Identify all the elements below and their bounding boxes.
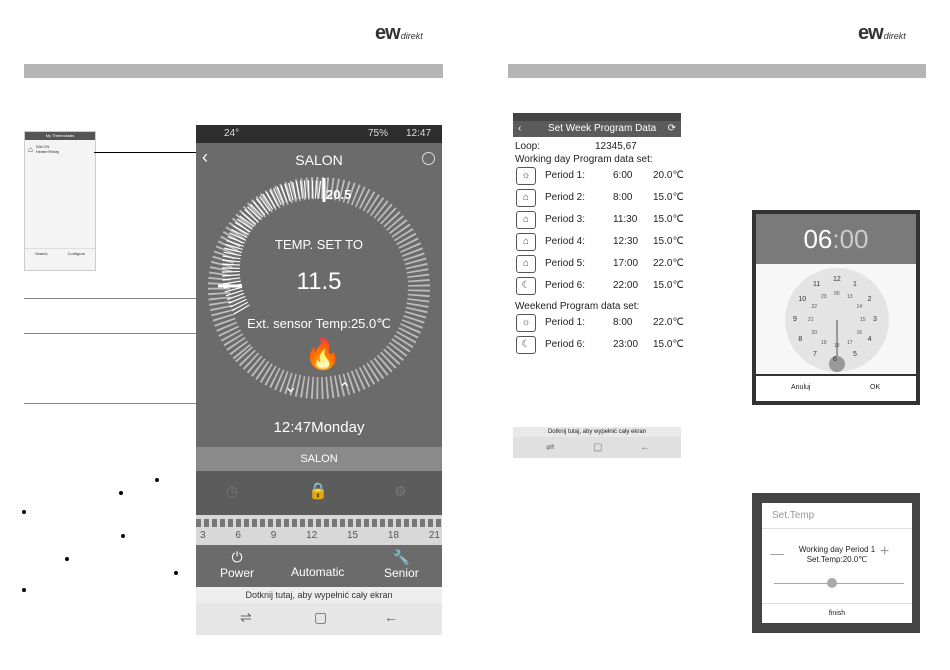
flame-icon: 🔥 <box>304 338 342 371</box>
callout-dot <box>121 534 125 538</box>
period-temp: 15.0℃ <box>653 214 684 225</box>
program-period-row[interactable] <box>513 209 684 231</box>
schedule-strip <box>196 515 442 545</box>
search-button[interactable]: Search <box>34 251 48 256</box>
status-left: 24° <box>224 128 240 139</box>
period-time: 12:30 <box>613 236 639 247</box>
power-button[interactable] <box>220 549 254 580</box>
clock-hour-number[interactable]: 2 <box>867 296 872 303</box>
period-label: Period 6: <box>545 339 586 350</box>
clock-inner-number[interactable]: 21 <box>808 317 814 323</box>
loop-value[interactable]: 12345,67 <box>595 141 637 152</box>
section-bar-right <box>508 64 926 78</box>
section-bar-left <box>24 64 443 78</box>
set-temp-line: Set.Temp:20.0℃ <box>806 555 868 564</box>
period-time: 6:00 <box>613 170 633 181</box>
clock-hour-number[interactable]: 5 <box>853 350 857 358</box>
clock-inner-number[interactable]: 20 <box>811 330 818 336</box>
period-temp: 15.0℃ <box>653 192 684 203</box>
minus-button[interactable]: — <box>770 545 784 561</box>
home-icon[interactable]: ▢ <box>593 442 603 453</box>
loop-label: Loop: <box>515 141 541 152</box>
callout-dot <box>174 571 178 575</box>
senior-label: Senior <box>384 566 419 580</box>
period-temp: 15.0℃ <box>653 236 684 247</box>
clock-inner-number[interactable]: 18 <box>834 343 840 349</box>
program-period-row[interactable] <box>513 275 684 297</box>
set-temp-dialog-frame <box>752 493 920 633</box>
chevron-down-icon[interactable]: ⌄ <box>284 379 298 396</box>
ok-button[interactable]: OK <box>870 384 881 391</box>
program-period-row[interactable] <box>513 312 684 334</box>
home-icon[interactable]: ▢ <box>314 609 328 625</box>
recent-apps-icon[interactable]: ⇌ <box>546 442 555 453</box>
status-circle-icon[interactable] <box>422 152 435 165</box>
week-program-screen <box>513 113 684 458</box>
clock-inner-number[interactable]: 16 <box>856 330 863 336</box>
period-time: 22:00 <box>613 280 639 291</box>
period-icon: ☾ <box>516 336 536 354</box>
clock-hour-number[interactable]: 8 <box>798 336 803 343</box>
period-time: 8:00 <box>613 317 633 328</box>
wrench-icon: 🔧 <box>392 549 411 565</box>
device-sub: Heater/Relay <box>35 149 60 154</box>
program-period-row[interactable] <box>513 187 684 209</box>
period-icon: ☾ <box>516 277 536 295</box>
list-title: My Thermostats <box>25 132 95 140</box>
hour-tick: 3 <box>200 530 206 541</box>
clock-hour-number[interactable]: 4 <box>867 336 872 343</box>
working-label: Working day Program data set: <box>515 154 653 165</box>
date-time: 12:47Monday <box>273 419 365 436</box>
senior-button[interactable] <box>384 549 419 580</box>
hour-tick: 6 <box>235 530 241 541</box>
period-time: 23:00 <box>613 339 639 350</box>
program-period-row[interactable] <box>513 253 684 275</box>
period-temp: 20.0℃ <box>653 170 684 181</box>
callout-dot <box>119 491 123 495</box>
weekend-label: Weekend Program data set: <box>515 301 640 312</box>
period-time: 11:30 <box>613 214 638 225</box>
cancel-button[interactable]: Anuluj <box>791 384 811 391</box>
period-time: 8:00 <box>613 192 633 203</box>
clock-hour-number[interactable]: 1 <box>853 281 857 289</box>
period-temp: 15.0℃ <box>653 339 684 350</box>
callout-dot <box>155 478 159 482</box>
period-label: Period 4: <box>545 236 586 247</box>
dial-value: 20.5 <box>326 187 352 202</box>
period-label: Period 3: <box>545 214 586 225</box>
period-line: Working day Period 1 <box>798 545 876 554</box>
period-icon: ⌂ <box>516 233 536 251</box>
recent-apps-icon[interactable]: ⇌ <box>240 609 252 625</box>
program-period-row[interactable] <box>513 165 684 187</box>
clock-hour-number[interactable]: 3 <box>873 316 877 323</box>
clock-inner-number[interactable]: 19 <box>821 339 827 346</box>
period-icon: ☼ <box>516 167 536 185</box>
room-bar[interactable]: SALON <box>196 447 442 471</box>
hour-tick: 18 <box>387 530 400 541</box>
mode-button[interactable] <box>291 549 344 579</box>
configure-button[interactable]: Configure <box>67 251 85 256</box>
dialog-title: Set.Temp <box>762 503 912 529</box>
chevron-up-icon[interactable]: ⌃ <box>338 381 352 398</box>
clock-hour-number[interactable]: 12 <box>833 276 841 283</box>
period-temp: 22.0℃ <box>653 258 684 269</box>
period-label: Period 1: <box>545 170 586 181</box>
clock-hour-number[interactable]: 9 <box>793 316 797 323</box>
power-icon: ⏻ <box>231 549 243 565</box>
clock-hour-number[interactable]: 6 <box>833 356 837 363</box>
status-time: 12:47 <box>406 128 432 139</box>
clock-inner-number[interactable]: 22 <box>811 304 818 310</box>
callout-dot <box>22 588 26 592</box>
period-label: Period 2: <box>545 192 586 203</box>
clock-inner-number[interactable]: 23 <box>821 294 827 301</box>
back-nav-icon[interactable]: ← <box>640 442 650 453</box>
brand-logo-right: ewdirekt <box>858 22 906 44</box>
mode-label: Automatic <box>291 565 345 579</box>
fullscreen-hint[interactable]: Dotknij tutaj, aby wypełnić cały ekran <box>196 587 442 603</box>
period-icon: ⌂ <box>516 255 536 273</box>
clock-inner-number[interactable]: 17 <box>847 339 853 346</box>
thermostat-main-screen <box>196 125 442 635</box>
gear-icon[interactable]: ⚙ <box>394 483 407 499</box>
period-time: 17:00 <box>613 258 639 269</box>
clock-inner-number[interactable]: 13 <box>847 294 853 301</box>
hour-tick: 15 <box>347 530 359 541</box>
back-nav-icon[interactable]: ← <box>384 609 398 625</box>
hour-tick: 21 <box>428 530 440 541</box>
clock-inner-number[interactable]: 00 <box>834 291 840 297</box>
external-sensor-temp: Ext. sensor Temp:25.0℃ <box>247 316 391 331</box>
plus-button[interactable]: + <box>880 543 890 560</box>
clock-hour-number[interactable]: 10 <box>798 296 807 303</box>
period-icon: ⌂ <box>516 189 536 207</box>
house-icon: ⌂ <box>28 144 33 154</box>
period-icon: ☼ <box>516 314 536 332</box>
clock-icon[interactable]: ◷ <box>226 483 239 499</box>
back-icon[interactable]: ‹ <box>518 123 522 134</box>
device-row[interactable] <box>25 140 95 158</box>
hour-tick: 12 <box>306 530 318 541</box>
room-title: SALON <box>295 152 343 168</box>
temperature-slider[interactable] <box>827 578 837 588</box>
period-icon: ⌂ <box>516 211 536 229</box>
device-name: SALON <box>35 144 50 149</box>
thermostat-list-screen <box>24 131 96 271</box>
battery-level: 75% <box>368 128 389 139</box>
period-temp: 22.0℃ <box>653 317 684 328</box>
program-period-row[interactable] <box>513 231 684 253</box>
period-label: Period 5: <box>545 258 586 269</box>
period-label: Period 6: <box>545 280 586 291</box>
clock-hour-number[interactable]: 7 <box>813 350 817 358</box>
finish-button[interactable]: finish <box>762 603 912 617</box>
brand-logo-left: ewdirekt <box>375 22 423 44</box>
callout-dot <box>22 510 26 514</box>
program-period-row[interactable] <box>513 334 684 356</box>
set-value: 11.5 <box>296 268 342 295</box>
period-label: Period 1: <box>545 317 586 328</box>
fullscreen-hint[interactable]: Dotknij tutaj, aby wypełnić cały ekran <box>513 427 681 437</box>
refresh-icon[interactable]: ⟳ <box>667 123 676 134</box>
back-icon[interactable]: ‹ <box>202 147 208 167</box>
time-picker-dialog <box>752 210 920 405</box>
clock-inner-number[interactable]: 14 <box>856 304 863 310</box>
period-temp: 15.0℃ <box>653 280 684 291</box>
callout-dot <box>65 557 69 561</box>
status-bar <box>196 125 442 143</box>
hour-tick: 9 <box>270 530 277 541</box>
minute-display[interactable]: :00 <box>832 224 869 254</box>
lock-icon[interactable]: 🔒 <box>308 483 328 500</box>
set-label: TEMP. SET TO <box>275 237 363 252</box>
week-program-title: Set Week Program Data <box>548 123 657 134</box>
callout-line <box>94 152 196 153</box>
clock-hour-number[interactable]: 11 <box>813 281 821 289</box>
power-label: Power <box>220 566 255 580</box>
hour-display[interactable]: 06 <box>803 224 833 254</box>
clock-inner-number[interactable]: 15 <box>860 317 866 323</box>
